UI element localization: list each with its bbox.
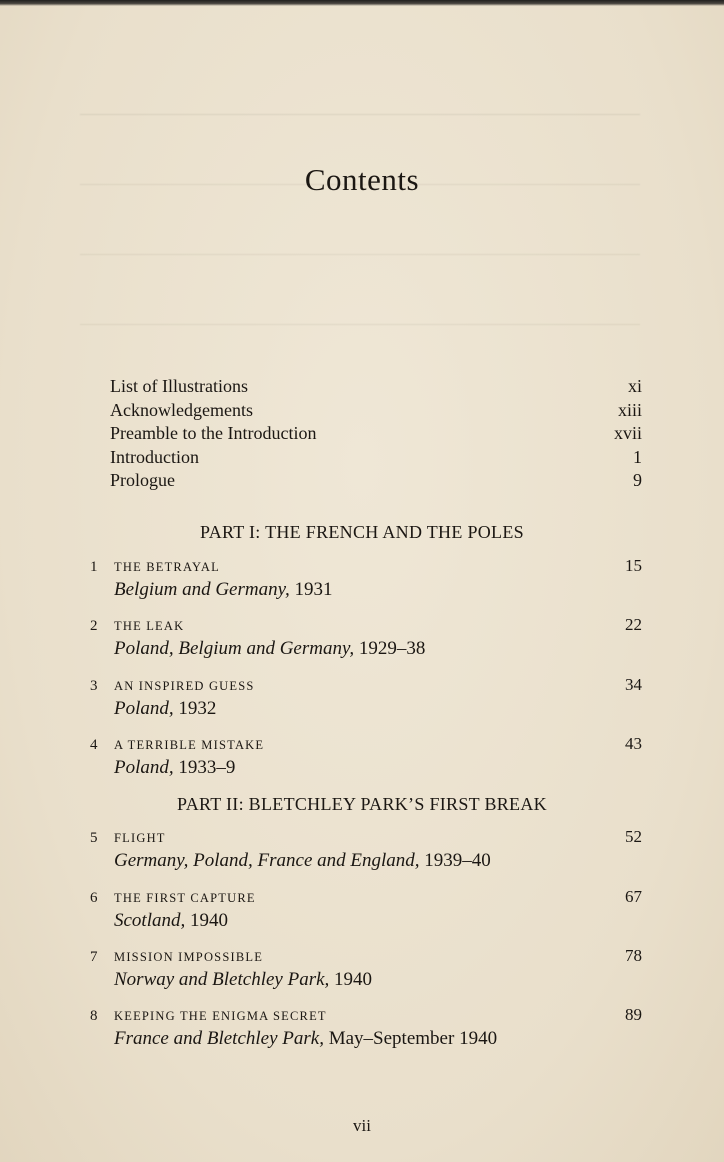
chapter-date: May–September 1940 (328, 1028, 498, 1049)
chapter-date: 1931 (294, 579, 333, 600)
chapter-title: AN INSPIRED GUESS (114, 679, 255, 693)
chapter-title: KEEPING THE ENIGMA SECRET (114, 1009, 327, 1023)
front-matter-item (110, 375, 642, 399)
chapter-place: Germany, Poland, France and England, (114, 850, 420, 871)
chapter-number: 6 (90, 890, 98, 906)
chapter-date: 1929–38 (358, 638, 426, 659)
chapter-place: Poland, Belgium and Germany, (114, 638, 355, 659)
chapter-date: 1940 (190, 910, 228, 931)
chapter-title: FLIGHT (114, 831, 166, 845)
chapter-number: 5 (90, 830, 98, 846)
page-folio: vii (353, 1116, 371, 1135)
chapter-place: Belgium and Germany, (114, 579, 290, 600)
chapter-place: Norway and Bletchley Park, (114, 969, 330, 990)
chapter-page: 67 (625, 887, 642, 906)
chapter-entry (90, 675, 642, 720)
front-matter-label: Preamble to the Introduction (110, 423, 317, 443)
chapter-place: Poland, (114, 757, 174, 778)
front-matter-page: 9 (633, 470, 642, 490)
chapter-page: 78 (625, 946, 642, 965)
chapter-date: 1932 (178, 698, 217, 719)
chapter-page: 43 (625, 734, 642, 753)
page-top-edge (0, 0, 724, 6)
front-matter-item (110, 399, 642, 423)
chapter-number: 7 (90, 949, 98, 965)
chapter-entry (90, 827, 642, 872)
chapter-page: 22 (625, 615, 642, 634)
chapter-entry (90, 615, 642, 660)
front-matter-label: Acknowledgements (110, 399, 253, 420)
part-heading: PART II: BLETCHLEY PARK’S FIRST BREAK (177, 794, 547, 814)
chapter-title: THE LEAK (114, 619, 185, 633)
page-title: Contents (304, 162, 420, 197)
chapter-page: 15 (625, 556, 642, 575)
front-matter-page: xiii (617, 399, 642, 420)
chapter-title: THE BETRAYAL (114, 560, 220, 574)
chapter-place: Poland, (114, 698, 174, 719)
chapter-entry (90, 946, 642, 991)
front-matter-item (110, 469, 642, 493)
chapter-page: 89 (625, 1005, 642, 1024)
part-heading: PART I: THE FRENCH AND THE POLES (200, 522, 524, 542)
front-matter-list (110, 375, 642, 493)
chapter-entry (90, 1005, 642, 1050)
front-matter-page: xi (627, 376, 642, 396)
chapter-date: 1933–9 (178, 757, 236, 778)
chapter-page: 52 (625, 827, 642, 846)
chapter-number: 2 (90, 618, 98, 634)
front-matter-label: Introduction (110, 446, 199, 467)
chapter-date: 1940 (334, 969, 373, 990)
front-matter-page: 1 (633, 446, 642, 467)
chapter-number: 4 (90, 737, 98, 753)
chapter-title: A TERRIBLE MISTAKE (114, 738, 265, 752)
front-matter-item (110, 446, 642, 470)
chapter-number: 3 (90, 678, 98, 694)
chapter-page: 34 (625, 675, 642, 694)
chapter-entry (90, 887, 642, 932)
front-matter-page: xvii (613, 423, 642, 443)
chapter-number: 1 (90, 559, 98, 575)
chapter-number: 8 (90, 1008, 98, 1024)
chapter-entry (90, 734, 642, 779)
chapter-place: France and Bletchley Park, (114, 1028, 324, 1049)
chapter-title: THE FIRST CAPTURE (114, 891, 256, 905)
chapter-date: 1939–40 (424, 850, 491, 871)
chapter-title: MISSION IMPOSSIBLE (114, 950, 264, 964)
chapter-entry (90, 556, 642, 601)
front-matter-label: Prologue (110, 470, 175, 490)
front-matter-label: List of Illustrations (110, 376, 248, 396)
front-matter-item (110, 422, 642, 446)
chapter-place: Scotland, (114, 910, 186, 931)
